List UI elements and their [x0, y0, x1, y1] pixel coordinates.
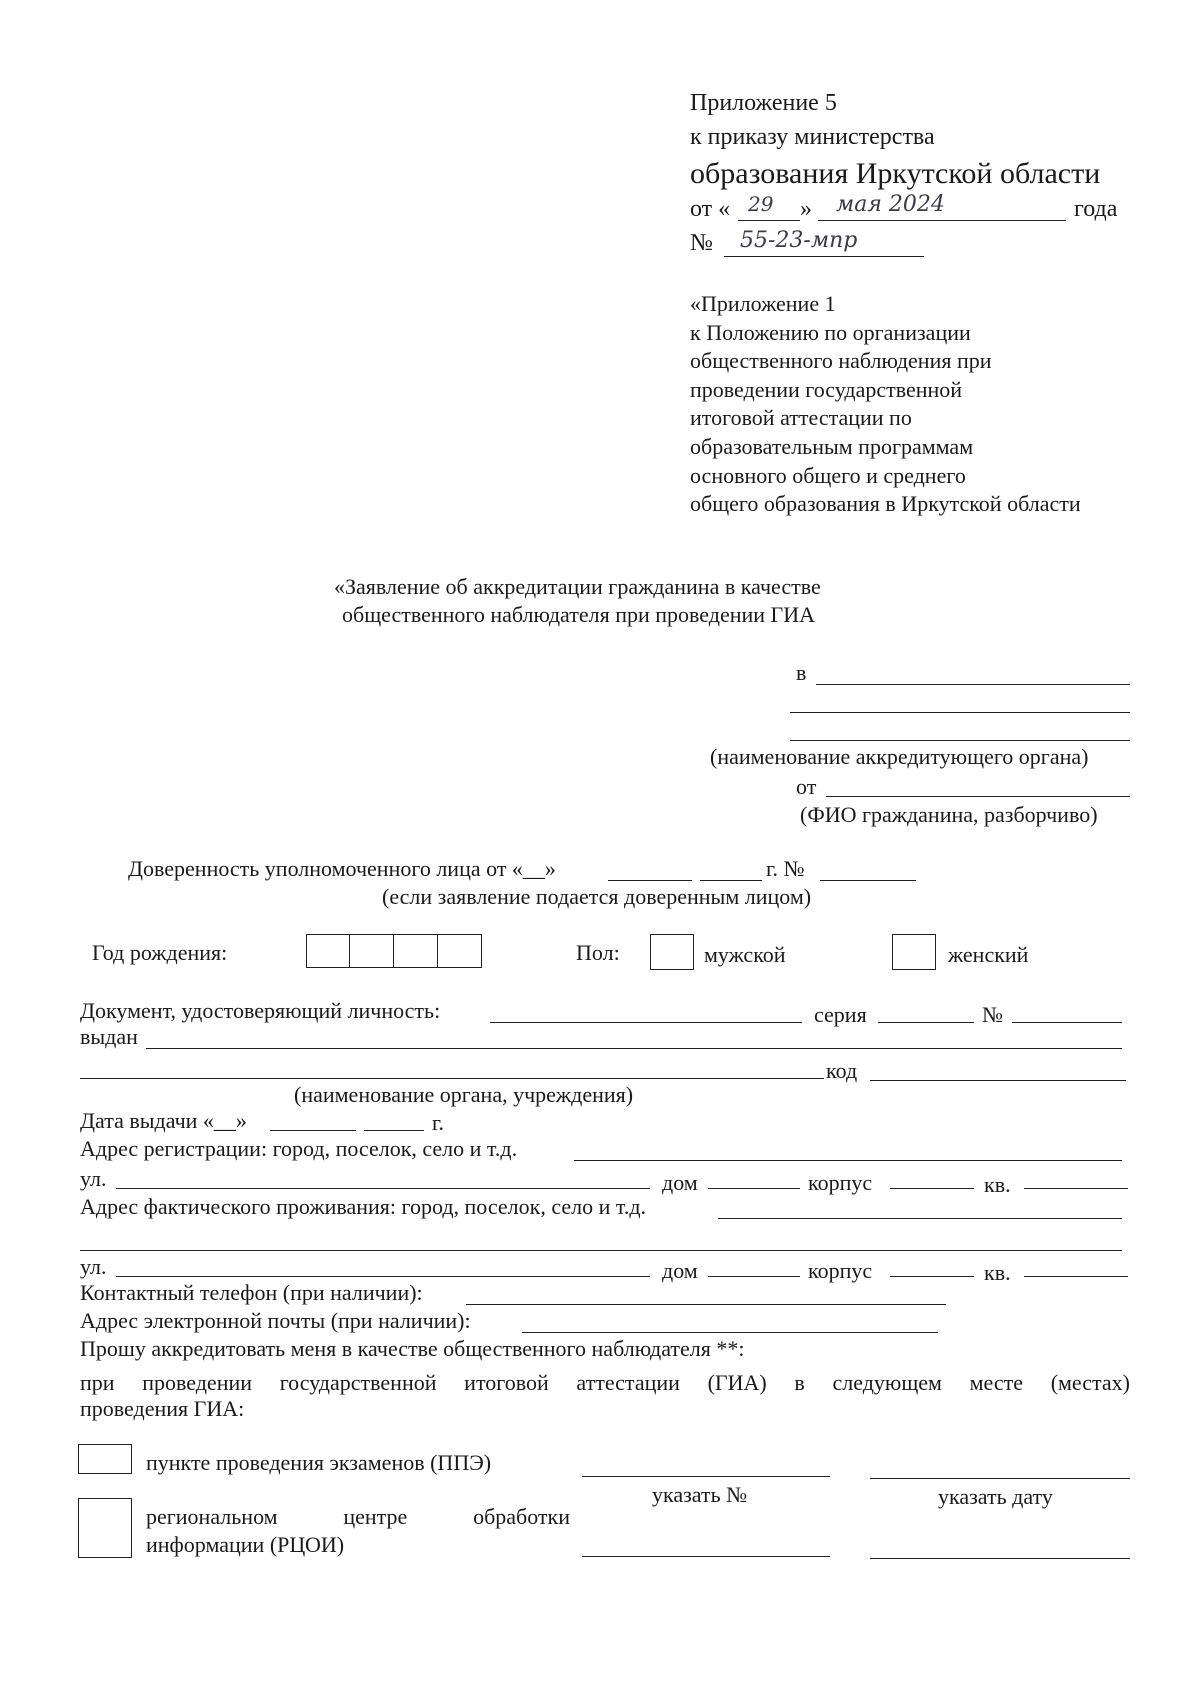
birth-year-divider	[393, 935, 394, 967]
id-series-label: серия	[814, 1002, 867, 1027]
order-line-2: образования Иркутской области	[690, 157, 1101, 190]
birth-year-label: Год рождения:	[92, 940, 228, 965]
issue-date-label: Дата выдачи «__»	[80, 1108, 247, 1133]
birth-year-divider	[437, 935, 438, 967]
proxy-number-line[interactable]	[820, 880, 916, 881]
rcoi-word: обработки	[473, 1504, 570, 1529]
id-document-label: Документ, удостоверяющий личность:	[80, 998, 441, 1023]
proxy-year-label: г. №	[766, 856, 805, 881]
reg-city-field[interactable]	[574, 1160, 1122, 1161]
order-number-handwritten: 55-23-мпр	[740, 228, 858, 253]
reg-street-field[interactable]	[116, 1188, 650, 1189]
issue-year-suffix: г.	[432, 1110, 445, 1135]
appendix-1-line: общего образования в Иркутской области	[690, 491, 1081, 517]
proxy-label: Доверенность уполномоченного лица от «__»	[128, 856, 556, 881]
reg-house-label: дом	[662, 1170, 698, 1195]
ppe-date-hint: указать дату	[938, 1484, 1053, 1509]
id-number-label: №	[982, 1002, 1003, 1027]
appendix-1-line: общественного наблюдения при	[690, 348, 992, 374]
actual-apt-field[interactable]	[1024, 1276, 1128, 1277]
gender-female-checkbox[interactable]	[892, 934, 936, 970]
sender-from-label: от	[796, 774, 817, 799]
ppe-number-field[interactable]	[582, 1476, 830, 1477]
request-line-3: проведения ГИА:	[80, 1396, 245, 1421]
ppe-date-field[interactable]	[870, 1478, 1130, 1479]
order-number-underline	[724, 256, 924, 257]
reg-house-field[interactable]	[708, 1188, 800, 1189]
birth-year-divider	[349, 935, 350, 967]
proxy-caption: (если заявление подается доверенным лицом)	[382, 884, 812, 909]
reg-apt-label: кв.	[984, 1172, 1011, 1197]
gender-female-label: женский	[948, 942, 1029, 967]
order-day-handwritten: 29	[748, 192, 774, 216]
issued-by-field-1[interactable]	[146, 1048, 1122, 1049]
rcoi-number-field[interactable]	[582, 1556, 830, 1557]
appendix-1-line: «Приложение 1	[690, 291, 836, 316]
id-number-field[interactable]	[1012, 1022, 1122, 1023]
rcoi-word: центре	[343, 1504, 408, 1529]
phone-field[interactable]	[466, 1304, 946, 1305]
reg-address-label: Адрес регистрации: город, поселок, село и т.д.	[80, 1136, 518, 1161]
actual-house-label: дом	[662, 1258, 698, 1283]
order-number-label: №	[690, 230, 713, 256]
sender-caption: (ФИО гражданина, разборчиво)	[800, 802, 1098, 827]
actual-city-field-1[interactable]	[718, 1218, 1122, 1219]
order-date-prefix: от «	[690, 196, 731, 222]
email-field[interactable]	[522, 1332, 938, 1333]
order-day-underline	[738, 220, 800, 221]
rcoi-label-line-2: информации (РЦОИ)	[146, 1532, 345, 1557]
reg-street-label: ул.	[80, 1166, 107, 1191]
rcoi-checkbox[interactable]	[78, 1498, 132, 1558]
order-line-1: к приказу министерства	[690, 124, 935, 150]
actual-city-field-2[interactable]	[80, 1250, 1122, 1251]
actual-building-label: корпус	[808, 1258, 873, 1283]
request-line-2: при проведении государственной итоговой аттестации (ГИА) в следующем месте (местах)	[80, 1370, 1130, 1395]
issued-by-field-2[interactable]	[80, 1078, 824, 1079]
rcoi-date-field[interactable]	[870, 1558, 1130, 1559]
reg-building-label: корпус	[808, 1170, 873, 1195]
appendix-number: Приложение 5	[690, 90, 837, 116]
proxy-year-line[interactable]	[700, 880, 762, 881]
reg-apt-field[interactable]	[1024, 1188, 1128, 1189]
order-date-mid: »	[800, 196, 812, 222]
recipient-field-line-3[interactable]	[790, 740, 1130, 741]
appendix-1-line: к Положению по организации	[690, 319, 971, 345]
appendix-1-line: проведении государственной	[690, 376, 963, 402]
issue-month-field[interactable]	[270, 1130, 356, 1131]
appendix-1-block	[690, 290, 1081, 519]
issuer-code-field[interactable]	[870, 1080, 1126, 1081]
appendix-1-line: основного общего и среднего	[690, 462, 966, 488]
request-line-1: Прошу аккредитовать меня в качестве общественного наблюдателя **:	[80, 1336, 745, 1361]
form-title-line-1: «Заявление об аккредитации гражданина в качестве	[334, 574, 821, 599]
issued-by-label: выдан	[80, 1024, 138, 1049]
birth-year-input[interactable]	[306, 934, 482, 968]
phone-label: Контактный телефон (при наличии):	[80, 1280, 423, 1305]
ppe-number-hint: указать №	[652, 1482, 748, 1507]
recipient-to-label: в	[796, 660, 807, 685]
rcoi-label-line-1	[146, 1504, 570, 1530]
actual-building-field[interactable]	[890, 1276, 974, 1277]
appendix-1-line: итоговой аттестации по	[690, 405, 912, 431]
form-title-line-2: общественного наблюдателя при проведении ГИА	[342, 602, 816, 627]
issuer-caption: (наименование органа, учреждения)	[294, 1082, 634, 1107]
gender-label: Пол:	[576, 940, 620, 965]
actual-apt-label: кв.	[984, 1260, 1011, 1285]
actual-address-label: Адрес фактического проживания: город, поселок, село и т.д.	[80, 1194, 647, 1219]
issue-year-field[interactable]	[364, 1130, 424, 1131]
issuer-code-label: код	[826, 1058, 858, 1083]
proxy-month-line[interactable]	[608, 880, 692, 881]
appendix-1-line: образовательным программам	[690, 433, 974, 459]
actual-street-field[interactable]	[116, 1276, 650, 1277]
id-series-field[interactable]	[878, 1022, 974, 1023]
recipient-field-line-1[interactable]	[816, 684, 1130, 685]
recipient-field-line-2[interactable]	[790, 712, 1130, 713]
actual-house-field[interactable]	[708, 1276, 800, 1277]
reg-building-field[interactable]	[890, 1188, 974, 1189]
ppe-checkbox[interactable]	[78, 1444, 132, 1474]
actual-street-label: ул.	[80, 1254, 107, 1279]
order-date-suffix: года	[1074, 196, 1118, 222]
email-label: Адрес электронной почты (при наличии):	[80, 1308, 471, 1333]
sender-field-line[interactable]	[826, 796, 1130, 797]
gender-male-checkbox[interactable]	[650, 934, 694, 970]
order-month-underline	[818, 220, 1066, 221]
recipient-caption: (наименование аккредитующего органа)	[710, 744, 1089, 769]
ppe-label: пункте проведения экзаменов (ППЭ)	[146, 1450, 492, 1475]
rcoi-word: региональном	[146, 1504, 278, 1529]
order-month-handwritten: мая 2024	[836, 192, 945, 217]
gender-male-label: мужской	[704, 942, 786, 967]
id-document-field[interactable]	[490, 1022, 802, 1023]
